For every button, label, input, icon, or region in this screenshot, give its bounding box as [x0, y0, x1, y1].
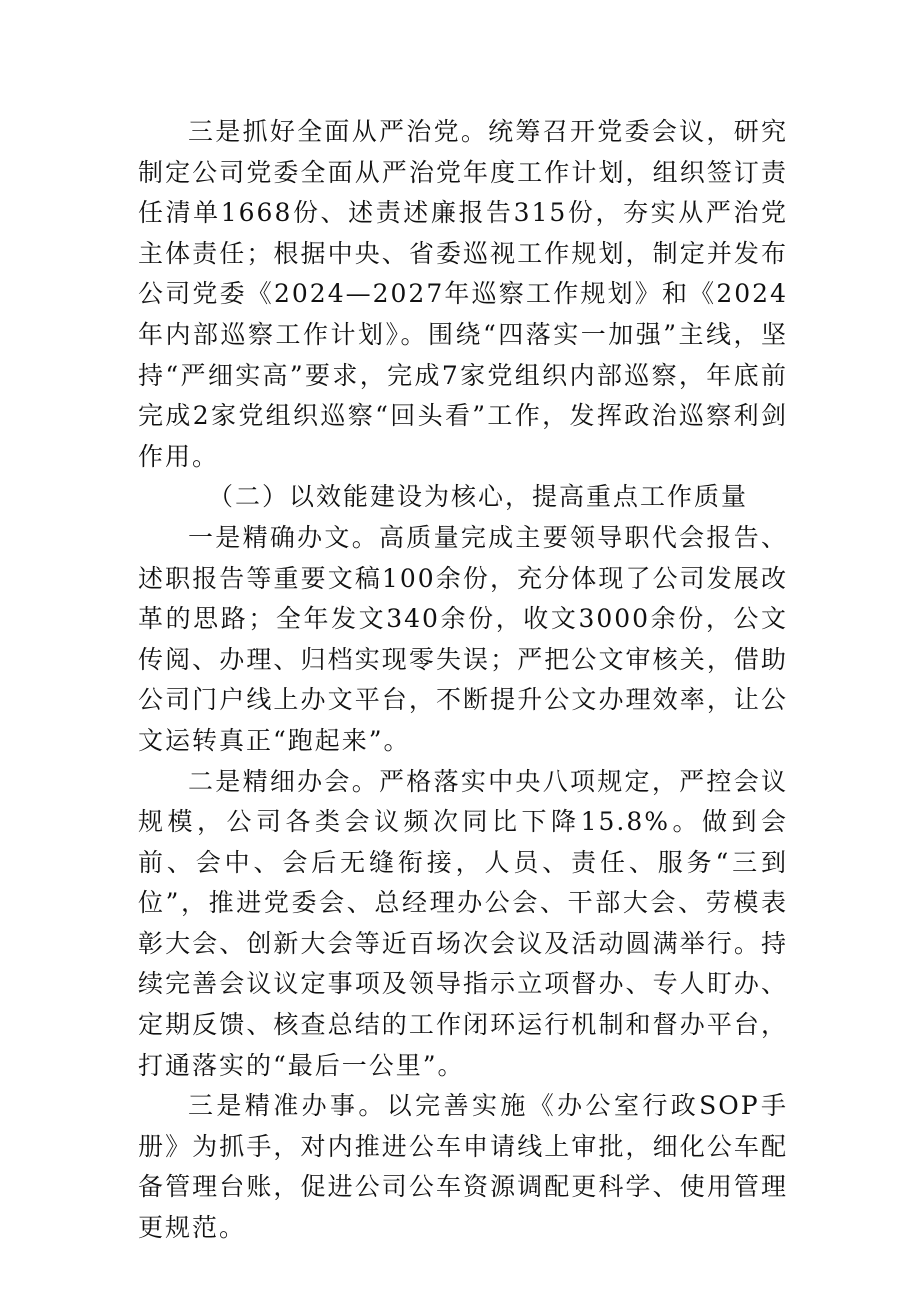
section-heading-efficiency: （二）以效能建设为核心，提高重点工作质量	[208, 482, 749, 512]
paragraph-affairs-handling: 三是精准办事。以完善实施《办公室行政SOP手册》为抓手，对内推进公车申请线上审批，细化公车配备管理台账，促进公司公车资源调配更科学、使用管理更规范。	[138, 1091, 788, 1243]
paragraph-document-handling: 一是精确办文。高质量完成主要领导职代会报告、述职报告等重要文稿100余份，充分体现了公司发展改革的思路；全年发文340余份，收文3000余份，公文传阅、办理、归档实现零失误；严把公文审核关，借助公司门户线上办文平台，不断提升公文办理效率，让公文运转真正“跑起来”。	[138, 522, 788, 755]
paragraph-meeting-handling: 二是精细办会。严格落实中央八项规定，严控会议规模，公司各类会议频次同比下降15.8%。做到会前、会中、会后无缝衔接，人员、责任、服务“三到位”，推进党委会、总经理办公会、干部大会、劳模表彰大会、创新大会等近百场次会议及活动圆满举行。持续完善会议议定事项及领导指示立项督办、专人盯办、定期反馈、核查总结的工作闭环运行机制和督办平台，打通落实的“最后一公里”。	[138, 766, 788, 1080]
document-body	[138, 112, 788, 1249]
paragraph-party-governance: 三是抓好全面从严治党。统筹召开党委会议，研究制定公司党委全面从严治党年度工作计划，组织签订责任清单1668份、述责述廉报告315份，夯实从严治党主体责任；根据中央、省委巡视工作规划，制定并发布公司党委《2024—2027年巡察工作规划》和《2024年内部巡察工作计划》。围绕“四落实一加强”主线，坚持“严细实高”要求，完成7家党组织内部巡察，年底前完成2家党组织巡察“回头看”工作，发挥政治巡察利剑作用。	[138, 117, 788, 471]
